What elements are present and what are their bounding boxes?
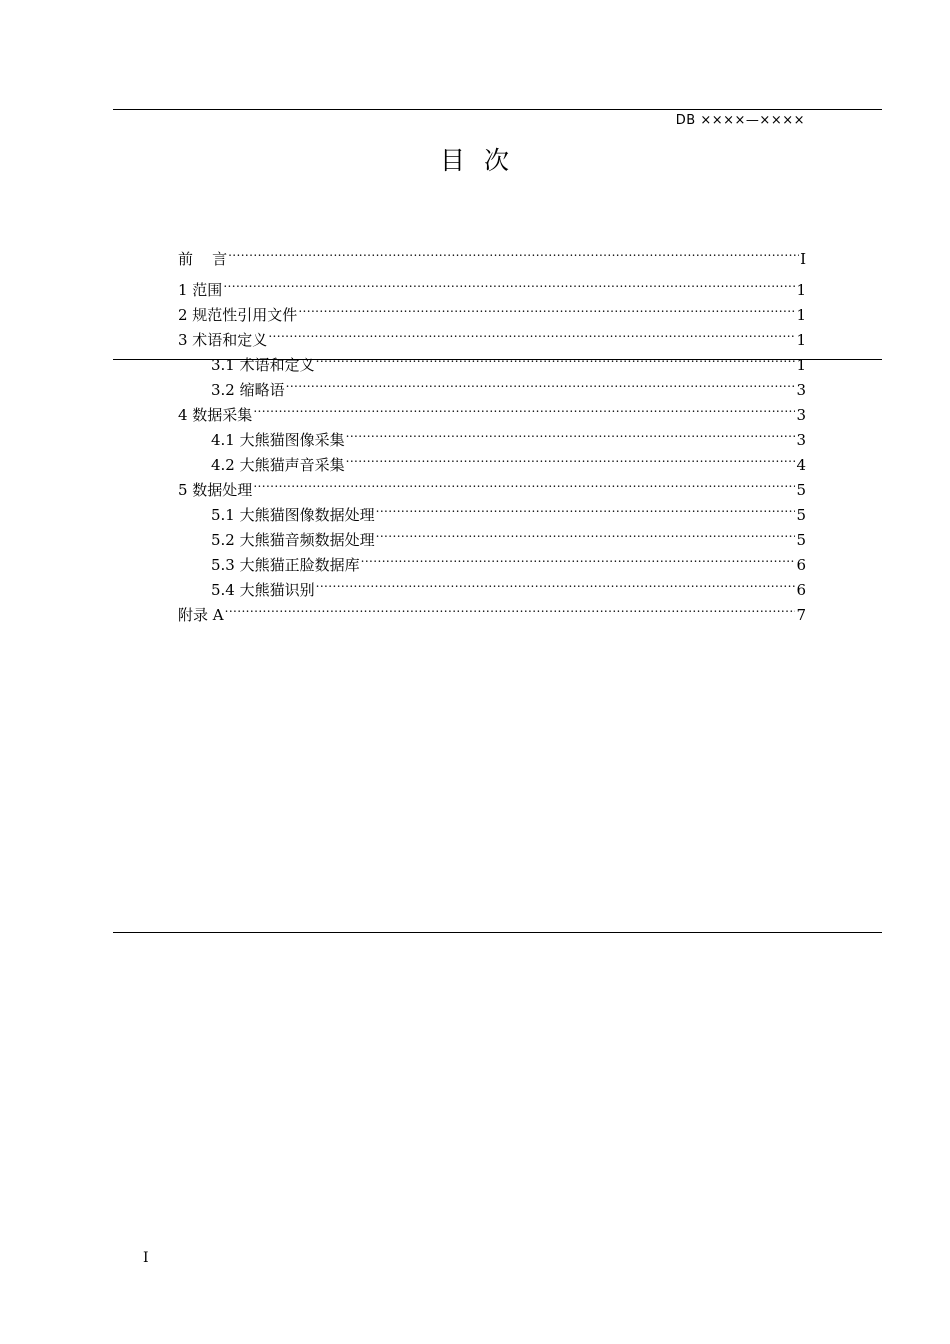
toc-entry-data-collection[interactable] (178, 395, 806, 424)
toc-entry-page: 5 (796, 531, 806, 549)
toc-leader-dots (286, 370, 796, 395)
toc-entry-label: 4.2 大熊猫声音采集 (211, 456, 345, 474)
toc-entry-label: 3.2 缩略语 (211, 381, 285, 399)
toc-entry-appendix-a[interactable] (178, 595, 806, 624)
toc-leader-dots (376, 495, 796, 520)
toc-entry-page: 6 (796, 581, 806, 599)
toc-entry-page: 6 (796, 556, 806, 574)
toc-leader-dots (268, 320, 795, 345)
toc-entry-foreword[interactable] (178, 239, 806, 270)
toc-entry-label: 5.1 大熊猫图像数据处理 (211, 506, 375, 524)
toc-leader-dots (346, 445, 796, 470)
toc-entry-data-processing[interactable] (178, 470, 806, 499)
toc-entry-label: 1 范围 (178, 281, 223, 299)
toc-leader-dots (225, 595, 796, 620)
toc-leader-dots (228, 239, 799, 264)
toc-entry-page: 3 (796, 406, 806, 424)
toc-entry-label: 3.1 术语和定义 (211, 356, 315, 374)
page-number: I (143, 1250, 149, 1266)
toc-leader-dots (376, 520, 796, 545)
toc-entry-label: 4.1 大熊猫图像采集 (211, 431, 345, 449)
toc-entry-label: 5.2 大熊猫音频数据处理 (211, 531, 375, 549)
toc-leader-dots (361, 545, 796, 570)
toc-entry-terms[interactable] (178, 320, 806, 349)
toc-entry-label: 5.3 大熊猫正脸数据库 (211, 556, 360, 574)
table-of-contents (178, 239, 806, 624)
toc-entry-page: I (800, 250, 806, 268)
toc-entry-label: 5.4 大熊猫识别 (211, 581, 315, 599)
toc-entry-page: 3 (796, 431, 806, 449)
toc-entry-image-processing[interactable] (178, 495, 806, 524)
toc-leader-dots (316, 570, 796, 595)
toc-entry-page: 1 (796, 331, 806, 349)
toc-entry-label: 4 数据采集 (178, 406, 253, 424)
toc-entry-label: 前 言 (178, 250, 228, 268)
document-code: DB ××××—×××× (675, 113, 805, 128)
toc-title: 目 次 (440, 146, 510, 175)
header-rule (113, 109, 882, 110)
toc-entry-scope[interactable] (178, 270, 806, 299)
footer-rule (113, 932, 882, 933)
toc-entry-page: 1 (796, 356, 806, 374)
toc-entry-image-collection[interactable] (178, 420, 806, 449)
toc-entry-label: 附录 A (178, 606, 224, 624)
toc-entry-label: 5 数据处理 (178, 481, 253, 499)
toc-leader-dots (298, 295, 795, 320)
toc-entry-label: 2 规范性引用文件 (178, 306, 298, 324)
toc-entry-page: 5 (796, 481, 806, 499)
toc-leader-dots (316, 345, 796, 370)
toc-leader-dots (253, 470, 795, 495)
toc-entry-page: 3 (796, 381, 806, 399)
toc-entry-page: 7 (796, 606, 806, 624)
toc-leader-dots (253, 395, 795, 420)
toc-entry-terms-definitions[interactable] (178, 345, 806, 374)
toc-entry-page: 1 (796, 306, 806, 324)
toc-leader-dots (346, 420, 796, 445)
toc-leader-dots (223, 270, 795, 295)
toc-entry-page: 1 (796, 281, 806, 299)
toc-entry-normative-references[interactable] (178, 295, 806, 324)
toc-entry-label: 3 术语和定义 (178, 331, 268, 349)
toc-entry-page: 4 (796, 456, 806, 474)
page-rule-overlay (113, 359, 882, 360)
toc-entry-page: 5 (796, 506, 806, 524)
